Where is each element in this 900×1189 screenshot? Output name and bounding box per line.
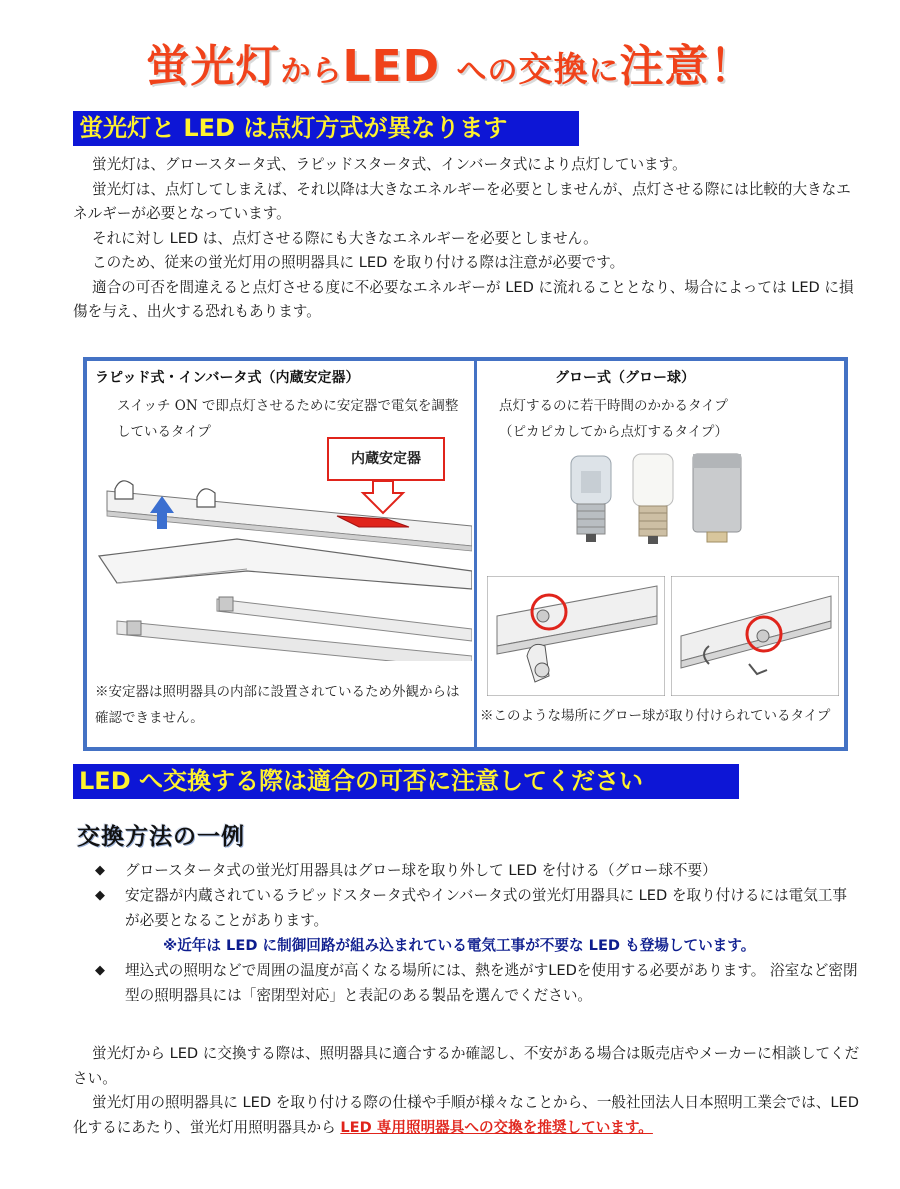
intro-p5: 適合の可否を間違えると点灯させる度に不必要なエネルギーが LED に流れることとなり、場合によっては LED に損傷を与え、出火する恐れもあります。	[73, 278, 854, 320]
right-panel-title: グロー式（グロー球）	[555, 370, 695, 386]
notice-line: ※近年は LED に制御回路が組み込まれている電気工事が不要な LED も登場しています。	[163, 937, 756, 954]
intro-p2: 蛍光灯は、点灯してしまえば、それ以降は大きなエネルギーを必要としませんが、点灯させる際には比較的大きなエネルギーが必要となっています。	[73, 180, 851, 222]
intro-p1: 蛍光灯は、グロースタータ式、ラピッドスタータ式、インバータ式により点灯しています。	[91, 156, 687, 173]
right-panel-desc-line1: 点灯するのに若干時間のかかるタイプ	[499, 398, 728, 414]
lighting-types-figure	[83, 357, 848, 751]
glow-socket-photo-2	[671, 576, 839, 696]
right-panel-desc	[499, 393, 829, 445]
left-panel-note: ※安定器は照明器具の内部に設置されているため外観からは確認できません。	[95, 684, 460, 726]
diamond-bullet-icon: ◆	[95, 963, 105, 978]
diamond-bullet-icon: ◆	[95, 863, 105, 878]
method-bullet-list	[95, 858, 860, 1008]
right-panel-desc-line2: （ピカピカしてから点灯するタイプ）	[499, 424, 728, 440]
closing-p2: 蛍光灯用の照明器具に LED を取り付ける際の仕様や手順が様々なことから、一般社団法人日本照明工業会では、LED 化するにあたり、蛍光灯用照明器具から LED 専用照明器具への交換を推奨しています。	[73, 1094, 859, 1136]
fluorescent-fixture-illustration	[87, 471, 472, 661]
left-panel-desc: スイッチ ON で即点灯させるために安定器で電気を調整しているタイプ	[117, 398, 459, 440]
closing-p1: 蛍光灯から LED に交換する際は、照明器具に適合するか確認し、不安がある場合は販売店やメーカーに相談してください。	[73, 1045, 860, 1087]
closing-paragraphs	[73, 1042, 863, 1140]
down-arrow-icon	[363, 481, 403, 513]
fluorescent-tube-illustration	[117, 597, 472, 661]
intro-p3: それに対し LED は、点灯させる際にも大きなエネルギーを必要としません。	[91, 229, 598, 247]
list-item	[95, 883, 860, 933]
glow-starter-bulbs-illustration	[557, 451, 777, 561]
glow-socket-photo-1	[487, 576, 665, 696]
list-item	[95, 958, 860, 1008]
figure-divider	[474, 361, 477, 747]
bullet-text: 安定器が内蔵されているラピッドスタータ式やインバータ式の蛍光灯用器具に LED を取り付けるには電気工事が必要となることがあります。	[125, 887, 848, 929]
intro-p4: このため、従来の蛍光灯用の照明器具に LED を取り付ける際は注意が必要です。	[91, 254, 625, 271]
section2-heading: LED へ交換する際は適合の可否に注意してください	[73, 764, 739, 799]
right-panel-note: ※このような場所にグロー球が取り付けられているタイプ	[480, 708, 831, 724]
diamond-bullet-icon: ◆	[95, 888, 105, 903]
recommendation-highlight: LED 専用照明器具への交換を推奨しています。	[340, 1118, 653, 1136]
section1-heading: 蛍光灯と LED は点灯方式が異なります	[73, 111, 579, 146]
method-subheading: 交換方法の一例	[77, 824, 245, 850]
list-item	[95, 858, 860, 883]
bullet-text: グロースタータ式の蛍光灯用器具はグロー球を取り外して LED を付ける（グロー球不要）	[125, 862, 717, 879]
built-in-ballast-callout: 内蔵安定器	[327, 437, 445, 481]
left-panel-title: ラピッド式・インバータ式（内蔵安定器）	[95, 370, 360, 386]
bullet-text: 埋込式の照明などで周囲の温度が高くなる場所には、熱を逃がすLEDを使用する必要があります。 浴室など密閉型の照明器具には「密閉型対応」と表記のある製品を選んでください。	[125, 962, 858, 1004]
intro-paragraphs	[73, 153, 863, 325]
page-title: 蛍光灯からLED への交換に注意！	[145, 41, 755, 92]
